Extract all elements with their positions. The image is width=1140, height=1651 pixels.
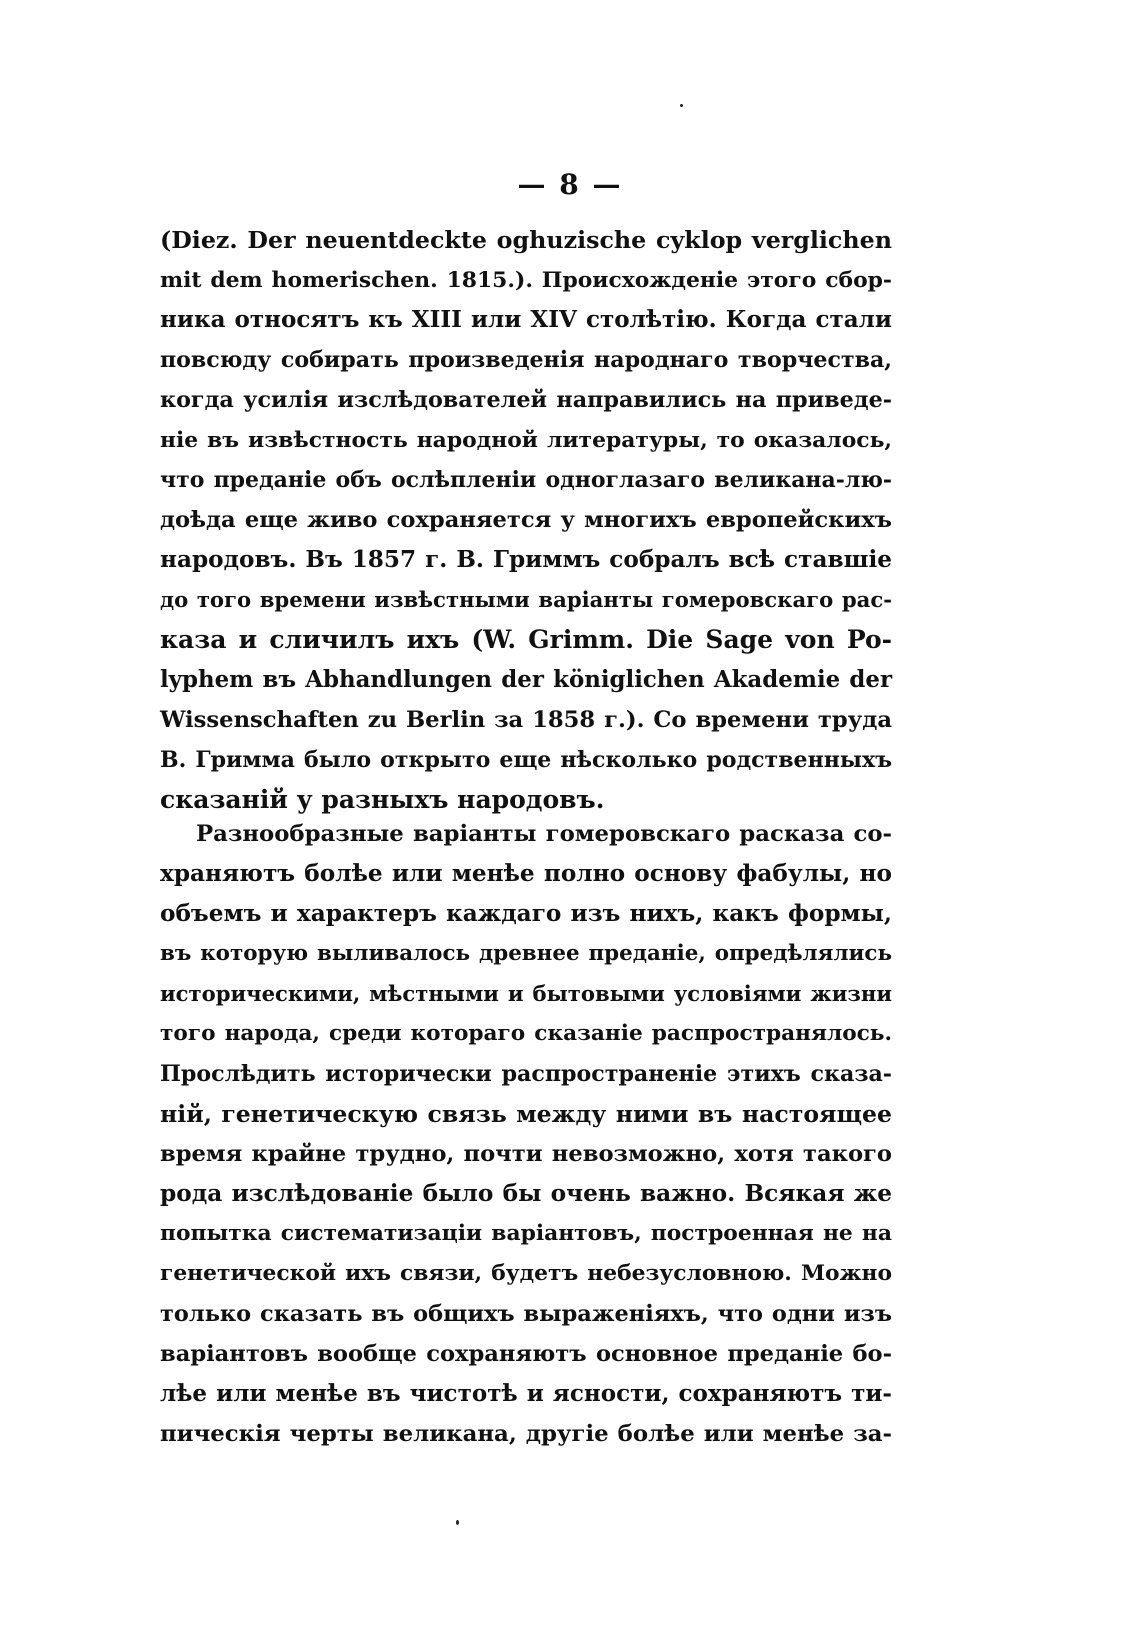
text-line: объемъ и характеръ каждаго изъ нихъ, какъ формы, [160, 900, 892, 927]
text-line: храняютъ болѣе или менѣе полно основу фабулы, но [160, 860, 892, 887]
text-line: варіантовъ вообще сохраняютъ основное преданіе бо- [160, 1341, 892, 1367]
text-line: ній, генетическую связь между ними въ настоящее [160, 1100, 892, 1128]
text-line: доѣда еще живо сохраняется у многихъ европейскихъ [160, 507, 892, 533]
paragraph-1 [160, 220, 892, 820]
text-line: сказаній у разныхъ народовъ. [160, 785, 605, 814]
text-line: генетической ихъ связи, будетъ небезусловною. Можно [160, 1261, 892, 1286]
text-line: попытка систематизаціи варіантовъ, построенная не на [160, 1221, 892, 1246]
text-line: время крайне трудно, почти невозможно, хотя такого [160, 1141, 892, 1167]
text-line: когда усилія изслѣдователей направились на приведе- [160, 387, 892, 413]
text-line: до того времени извѣстными варіанты гомеровскаго рас- [160, 587, 892, 612]
text-line: историческими, мѣстными и бытовыми условіями жизни [160, 981, 892, 1006]
text-line: ника относятъ къ XIII или XIV столѣтію. Когда стали [160, 306, 892, 333]
text-line: Прослѣдить исторически распространеніе этихъ сказа- [160, 1061, 892, 1087]
text-line: рода изслѣдованіе было бы очень важно. Всякая же [160, 1180, 892, 1207]
text-line: лѣе или менѣе въ чистотѣ и ясности, сохраняютъ ти- [160, 1380, 892, 1407]
text-line: въ которую выливалось древнее преданіе, опредѣлялись [160, 941, 892, 966]
text-line: пическія черты великана, другіе болѣе или менѣе за- [160, 1421, 892, 1447]
text-line: Разнообразные варіанты гомеровскаго расказа со- [196, 821, 892, 847]
text-line: mit dem homerischen. 1815.). Происхожденіе этого сбор- [160, 267, 892, 293]
text-line: (Diez. Der neuentdeckte oghuzische cyklop verglichen [160, 226, 892, 254]
text-line: lyphem въ Abhandlungen der königlichen Akademie der [160, 667, 892, 693]
text-line: народовъ. Въ 1857 г. В. Гриммъ собралъ всѣ ставшіе [160, 546, 892, 573]
text-line: того народа, среди котораго сказаніе распространялось. [160, 1021, 892, 1046]
text-line: ніе въ извѣстность народной литературы, то оказалось, [160, 427, 892, 453]
text-line: только сказать въ общихъ выраженіяхъ, что одни изъ [160, 1301, 892, 1327]
page-number: — 8 — [517, 168, 623, 201]
print-speck [680, 104, 683, 107]
text-line: что преданіе объ ослѣпленіи одноглазаго великана-лю- [160, 467, 892, 493]
text-line: каза и сличилъ ихъ (W. Grimm. Die Sage von Po- [160, 625, 892, 654]
text-line: повсюду собирать произведенія народнаго творчества, [160, 347, 892, 373]
print-speck [456, 1520, 459, 1525]
text-line: В. Гримма было открыто еще нѣсколько родственныхъ [160, 747, 892, 773]
text-line: Wissenschaften zu Berlin за 1858 г.). Со времени труда [160, 707, 892, 733]
paragraph-2 [160, 814, 892, 1454]
